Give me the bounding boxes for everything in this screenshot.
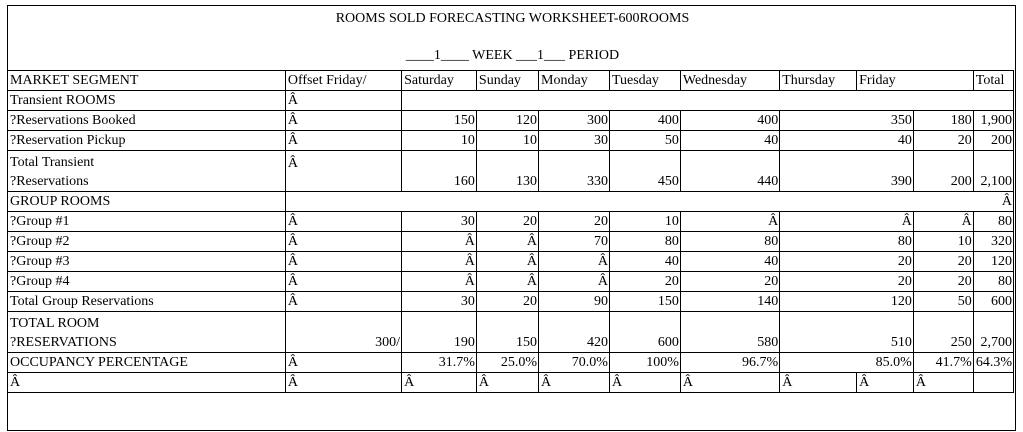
- table-row: [8, 212, 1014, 232]
- total-cell: 64.3%: [973, 353, 1013, 373]
- value-cell: 160: [402, 151, 477, 192]
- value-cell: Â: [476, 373, 538, 393]
- row-label: ?Reservation Pickup: [8, 131, 286, 151]
- value-cell: 420: [539, 312, 610, 353]
- value-cell: 70: [539, 232, 610, 252]
- value-cell: 580: [680, 312, 779, 353]
- value-cell: 40: [680, 131, 779, 151]
- header-cell: Offset Friday/: [285, 71, 401, 91]
- value-cell: 390: [780, 151, 914, 192]
- value-cell: 20: [780, 272, 914, 292]
- row-label: Total Group Reservations: [8, 292, 286, 312]
- value-cell: 10: [913, 232, 973, 252]
- value-cell: 600: [609, 312, 680, 353]
- table-row: [8, 91, 1014, 111]
- value-cell: 20: [780, 252, 914, 272]
- value-cell: 150: [402, 111, 477, 131]
- row-label: ?Group #3: [8, 252, 286, 272]
- value-cell: Â: [780, 373, 857, 393]
- total-cell: 320: [973, 232, 1013, 252]
- value-cell: Â: [913, 212, 973, 232]
- value-cell: 80: [680, 232, 779, 252]
- offset-cell: Â: [285, 373, 401, 393]
- value-cell: 40: [780, 131, 914, 151]
- header-cell: Sunday: [476, 71, 538, 91]
- value-cell: 150: [476, 312, 538, 353]
- offset-cell: Â: [285, 292, 401, 312]
- value-cell: 80: [609, 232, 680, 252]
- row-label: ?Group #1: [8, 212, 286, 232]
- value-cell: 510: [780, 312, 914, 353]
- total-cell: 80: [973, 272, 1013, 292]
- table-row: [8, 272, 1014, 292]
- value-cell: 20: [476, 212, 538, 232]
- value-cell: 120: [476, 111, 538, 131]
- table-row: [8, 292, 1014, 312]
- table-row: [8, 373, 1014, 393]
- offset-cell: Â: [285, 272, 401, 292]
- value-cell: Â: [913, 373, 973, 393]
- value-cell: Â: [539, 252, 610, 272]
- value-cell: Â: [476, 232, 538, 252]
- value-cell: Â: [476, 272, 538, 292]
- value-cell: 30: [539, 131, 610, 151]
- value-cell: 20: [913, 252, 973, 272]
- value-cell: 85.0%: [780, 353, 914, 373]
- table-row: [8, 192, 1014, 212]
- offset-cell: Â: [285, 252, 401, 272]
- row-label-line2: ?RESERVATIONS: [10, 335, 117, 350]
- value-cell: 31.7%: [402, 353, 477, 373]
- value-cell: 20: [476, 292, 538, 312]
- value-cell: 330: [539, 151, 610, 192]
- value-cell: 20: [539, 212, 610, 232]
- header-cell: Saturday: [402, 71, 477, 91]
- worksheet-title: ROOMS SOLD FORECASTING WORKSHEET-600ROOMS: [335, 11, 690, 26]
- value-cell: 50: [609, 131, 680, 151]
- value-cell: 25.0%: [476, 353, 538, 373]
- value-cell: 50: [913, 292, 973, 312]
- value-cell: Â: [476, 252, 538, 272]
- offset-cell: Â: [285, 212, 401, 232]
- offset-cell: Â: [285, 91, 401, 111]
- row-label-line2: ?Reservations: [10, 174, 89, 189]
- header-cell: Wednesday: [680, 71, 779, 91]
- row-label: [8, 312, 286, 353]
- row-label: OCCUPANCY PERCENTAGE: [8, 353, 286, 373]
- value-cell: 150: [609, 292, 680, 312]
- value-cell: 40: [680, 252, 779, 272]
- value-cell: Â: [680, 212, 779, 232]
- value-cell: 41.7%: [913, 353, 973, 373]
- value-cell: 80: [780, 232, 914, 252]
- row-label: ?Group #4: [8, 272, 286, 292]
- offset-value: Â: [287, 156, 298, 171]
- value-cell: [973, 373, 1013, 393]
- table-row: [8, 353, 1014, 373]
- header-cell: Thursday: [780, 71, 857, 91]
- row-label: ?Reservations Booked: [8, 111, 286, 131]
- total-cell: 2,700: [973, 312, 1013, 353]
- table-row: [8, 111, 1014, 131]
- value-cell: Â: [402, 373, 477, 393]
- row-label-line1: Total Transient: [10, 155, 95, 170]
- value-cell: 30: [402, 212, 477, 232]
- value-cell: 10: [476, 131, 538, 151]
- value-cell: 440: [680, 151, 779, 192]
- value-cell: 90: [539, 292, 610, 312]
- value-cell: Â: [857, 373, 914, 393]
- row-label: Â: [8, 373, 286, 393]
- table-row: [8, 151, 1014, 192]
- value-cell: 190: [402, 312, 477, 353]
- table-row: [8, 252, 1014, 272]
- value-cell: 250: [913, 312, 973, 353]
- total-cell: 2,100: [973, 151, 1013, 192]
- value-cell: Â: [609, 373, 680, 393]
- value-cell: 300: [539, 111, 610, 131]
- value-cell: 30: [402, 292, 477, 312]
- offset-cell: Â: [285, 232, 401, 252]
- value-cell: 350: [780, 111, 914, 131]
- empty-cell: [402, 91, 1014, 111]
- total-cell: 120: [973, 252, 1013, 272]
- value-cell: 96.7%: [680, 353, 779, 373]
- row-label: Transient ROOMS: [8, 91, 286, 111]
- offset-cell: 300/: [285, 312, 401, 353]
- value-cell: Â: [402, 232, 477, 252]
- value-cell: 120: [780, 292, 914, 312]
- header-cell: MARKET SEGMENT: [8, 71, 286, 91]
- total-cell: Â: [285, 192, 1013, 212]
- value-cell: 70.0%: [539, 353, 610, 373]
- value-cell: Â: [539, 373, 610, 393]
- total-cell: 1,900: [973, 111, 1013, 131]
- value-cell: 40: [609, 252, 680, 272]
- value-cell: 130: [476, 151, 538, 192]
- value-cell: 10: [609, 212, 680, 232]
- period-line: ____1____ WEEK ___1___ PERIOD: [405, 48, 620, 63]
- header-cell: Total: [973, 71, 1013, 91]
- offset-cell: Â: [285, 131, 401, 151]
- value-cell: 140: [680, 292, 779, 312]
- offset-cell: Â: [285, 111, 401, 131]
- forecast-table: [7, 70, 1014, 393]
- header-cell: Tuesday: [609, 71, 680, 91]
- row-label: [8, 151, 286, 192]
- total-cell: 200: [973, 131, 1013, 151]
- row-label: ?Group #2: [8, 232, 286, 252]
- table-row: [8, 232, 1014, 252]
- value-cell: 20: [680, 272, 779, 292]
- table-row: [8, 312, 1014, 353]
- header-cell: Monday: [539, 71, 610, 91]
- value-cell: 400: [680, 111, 779, 131]
- value-cell: 20: [609, 272, 680, 292]
- offset-cell: [285, 151, 401, 192]
- value-cell: 180: [913, 111, 973, 131]
- value-cell: Â: [539, 272, 610, 292]
- row-label-line1: TOTAL ROOM: [10, 316, 100, 331]
- total-cell: 600: [973, 292, 1013, 312]
- value-cell: 400: [609, 111, 680, 131]
- value-cell: 20: [913, 272, 973, 292]
- row-label: GROUP ROOMS: [8, 192, 286, 212]
- offset-cell: Â: [285, 353, 401, 373]
- header-row: [8, 71, 1014, 91]
- value-cell: Â: [402, 252, 477, 272]
- value-cell: Â: [402, 272, 477, 292]
- value-cell: 450: [609, 151, 680, 192]
- total-cell: 80: [973, 212, 1013, 232]
- forecast-worksheet: [7, 5, 1016, 431]
- value-cell: 20: [913, 131, 973, 151]
- value-cell: 100%: [609, 353, 680, 373]
- value-cell: 10: [402, 131, 477, 151]
- value-cell: Â: [680, 373, 779, 393]
- value-cell: 200: [913, 151, 973, 192]
- header-cell: Friday: [857, 71, 974, 91]
- table-row: [8, 131, 1014, 151]
- value-cell: Â: [780, 212, 914, 232]
